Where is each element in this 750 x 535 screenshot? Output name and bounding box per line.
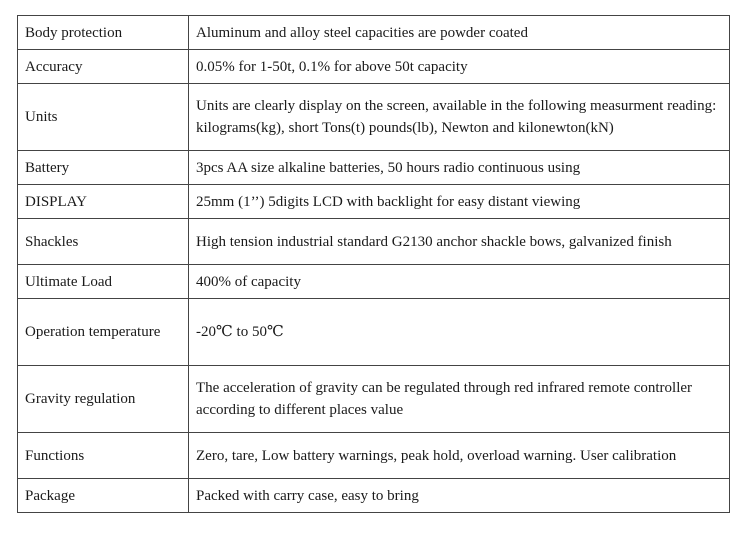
table-row	[18, 151, 730, 185]
row-value: 25mm (1’’) 5digits LCD with backlight for easy distant viewing	[189, 185, 730, 219]
row-value: Zero, tare, Low battery warnings, peak hold, overload warning. User calibration	[189, 433, 730, 479]
row-label: Ultimate Load	[18, 265, 189, 299]
row-value: 0.05% for 1-50t, 0.1% for above 50t capacity	[189, 50, 730, 84]
table-row	[18, 219, 730, 265]
spec-table	[17, 15, 730, 513]
row-label: Shackles	[18, 219, 189, 265]
row-value: Aluminum and alloy steel capacities are powder coated	[189, 16, 730, 50]
table-row	[18, 185, 730, 219]
row-label: Functions	[18, 433, 189, 479]
table-row	[18, 299, 730, 366]
row-label: Body protection	[18, 16, 189, 50]
table-row	[18, 366, 730, 433]
row-value: Packed with carry case, easy to bring	[189, 479, 730, 513]
row-label: Units	[18, 84, 189, 151]
row-label: Operation temperature	[18, 299, 189, 366]
row-label: Package	[18, 479, 189, 513]
table-row	[18, 50, 730, 84]
row-value: -20℃ to 50℃	[189, 299, 730, 366]
row-value: High tension industrial standard G2130 anchor shackle bows, galvanized finish	[189, 219, 730, 265]
row-value: Units are clearly display on the screen, available in the following measurment reading: kilograms(kg), short Tons(t) pounds(lb), Newton and kilonewton(kN)	[189, 84, 730, 151]
row-label: Battery	[18, 151, 189, 185]
table-row	[18, 265, 730, 299]
table-row	[18, 479, 730, 513]
row-label: Accuracy	[18, 50, 189, 84]
row-value: 400% of capacity	[189, 265, 730, 299]
row-value: The acceleration of gravity can be regulated through red infrared remote controller according to different places value	[189, 366, 730, 433]
table-row	[18, 433, 730, 479]
table-row	[18, 84, 730, 151]
row-label: Gravity regulation	[18, 366, 189, 433]
table-row	[18, 16, 730, 50]
row-label: DISPLAY	[18, 185, 189, 219]
row-value: 3pcs AA size alkaline batteries, 50 hours radio continuous using	[189, 151, 730, 185]
